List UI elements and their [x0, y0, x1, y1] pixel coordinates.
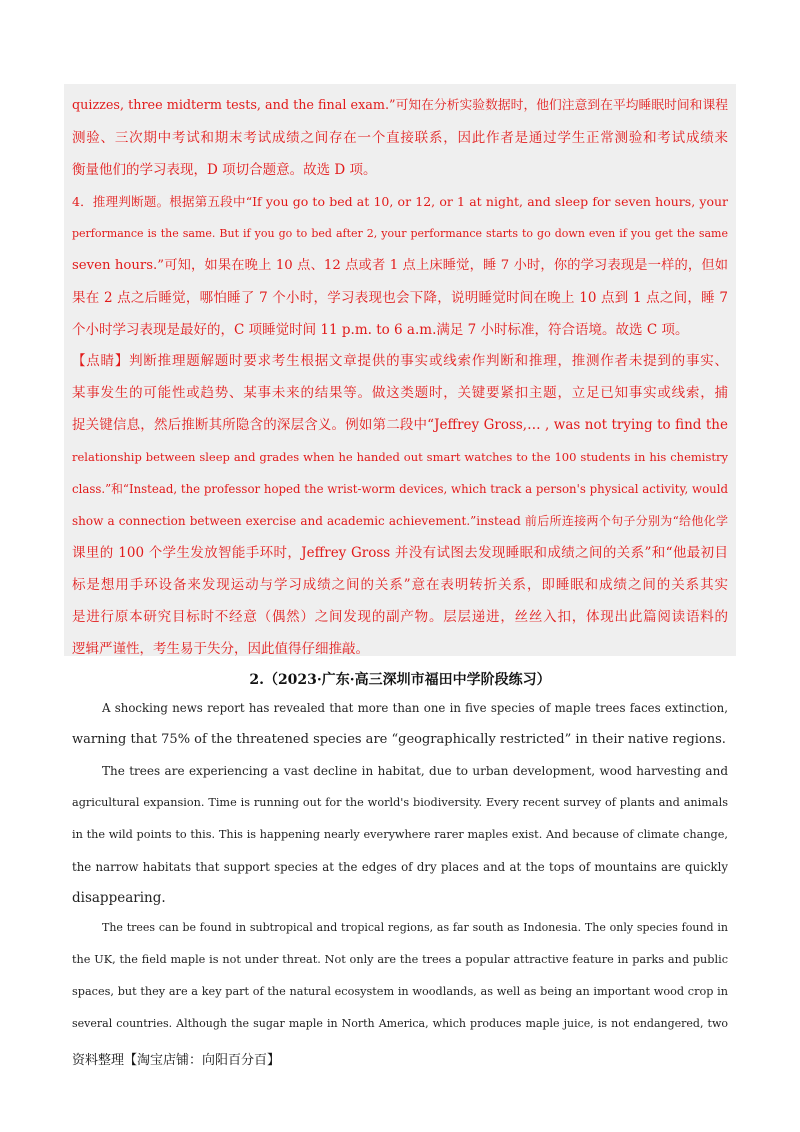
passage-line: The trees are experiencing a vast decline in habitat, due to urban development, wood harvesting and — [102, 764, 728, 778]
answer-line: seven hours.”可知，如果在晚上 10 点、12 点或者 1 点上床睡觉，睡 7 小时，你的学习表现是一样的，但如 — [72, 258, 728, 273]
answer-line: 果在 2 点之后睡觉，哪怕睡了 7 个小时，学习表现也会下降，说明睡觉时间在晚上 10 点到 1 点之间，睡 7 — [72, 290, 728, 306]
answer-line: 个小时学习表现是最好的，C 项睡觉时间 11 p.m. to 6 a.m.满足 7 小时标准，符合语境。故选 C 项。 — [72, 322, 689, 338]
answer-line: performance is the same. But if you go to bed after 2, your performance starts to go down even if you get the same — [72, 227, 728, 240]
answer-line: 测验、三次期中考试和期末考试成绩之间存在一个直接联系，因此作者是通过学生正常测验和考试成绩来 — [72, 130, 728, 146]
answer-line: 标是想用手环设备来发现运动与学习成绩之间的关系”意在表明转折关系，即睡眠和成绩之间的关系其实 — [72, 577, 728, 593]
passage-line: the UK, the field maple is not under threat. Not only are the trees a popular attractive feature in parks and public — [72, 953, 728, 966]
answer-line: quizzes, three midterm tests, and the final exam.”可知在分析实验数据时，他们注意到在平均睡眠时间和课程 — [72, 98, 728, 113]
answer-line: show a connection between exercise and academic achievement.”instead 前后所连接两个句子分别为“给他化学 — [72, 514, 728, 528]
answer-line: 捉关键信息，然后推断其所隐含的深层含义。例如第二段中“Jeffrey Gross,… , was not trying to find the — [72, 417, 728, 433]
page-footer: 资料整理【淘宝店铺：向阳百分百】 — [72, 1053, 281, 1068]
passage-line: The trees can be found in subtropical and tropical regions, as far south as Indonesia. The only species found in — [102, 921, 728, 934]
answer-line: 是进行原本研究目标时不经意（偶然）之间发现的副产物。层层递进，丝丝入扣，体现出此篇阅读语料的 — [72, 609, 728, 625]
answer-line: 【点睛】判断推理题解题时要求考生根据文章提供的事实或线索作判断和推理，推测作者未提到的事实、 — [72, 353, 728, 369]
passage-line: several countries. Although the sugar maple in North America, which produces maple juice, is not endangered, two — [72, 1017, 728, 1030]
question-heading: 2.（2023·广东·高三深圳市福田中学阶段练习） — [249, 672, 551, 688]
answer-line: 4．推理判断题。根据第五段中“If you go to bed at 10, or 12, or 1 at night, and sleep for seven hours, your — [72, 194, 728, 209]
answer-line: 逻辑严谨性，考生易于失分，因此值得仔细推敲。 — [72, 641, 369, 657]
passage-line: agricultural expansion. Time is running out for the world's biodiversity. Every recent survey of plants and animals — [72, 796, 728, 809]
passage-line: in the wild points to this. This is happening nearly everywhere rarer maples exist. And because of climate change, — [72, 828, 728, 841]
passage-line: warning that 75% of the threatened species are “geographically restricted” in their native regions. — [72, 732, 726, 747]
answer-line: class.”和“Instead, the professor hoped the wrist-worm devices, which track a person's physical activity, would — [72, 482, 728, 496]
answer-line: relationship between sleep and grades when he handed out smart watches to the 100 students in his chemistry — [72, 450, 728, 464]
answer-line: 衡量他们的学习表现，D 项切合题意。故选 D 项。 — [72, 162, 377, 178]
answer-line: 课里的 100 个学生发放智能手环时，Jeffrey Gross 并没有试图去发现睡眠和成绩之间的关系”和“他最初目 — [72, 545, 728, 561]
passage-line: A shocking news report has revealed that more than one in five species of maple trees faces extinction, — [102, 701, 728, 715]
passage-line: the narrow habitats that support species at the edges of dry places and at the tops of mountains are quickly — [72, 860, 728, 874]
answer-line: 某事发生的可能性或趋势、某事未来的结果等。做这类题时，关键要紧扣主题，立足已知事实或线索，捕 — [72, 385, 728, 401]
passage-line: disappearing. — [72, 890, 166, 906]
passage-line: spaces, but they are a key part of the natural ecosystem in woodlands, as well as being an important wood crop in — [72, 985, 728, 998]
